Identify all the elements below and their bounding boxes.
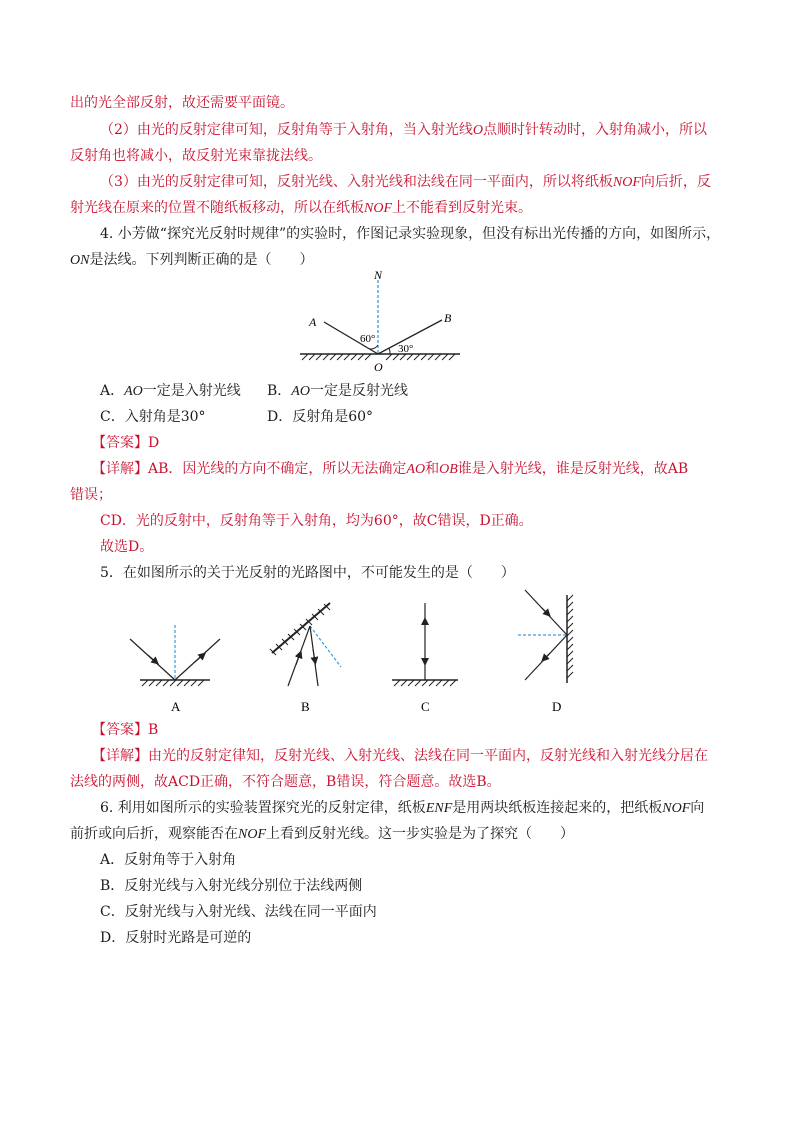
- text: 故选D。: [100, 539, 154, 555]
- text: 6. 利用如图所示的实验装置探究光的反射定律，纸板: [100, 800, 426, 816]
- angle-arc-60: [370, 345, 378, 349]
- q3-explain-p2-line2: [70, 146, 735, 166]
- text: A．: [100, 383, 125, 399]
- answer-label: 【答案】: [92, 722, 148, 738]
- q5-label-d: D: [552, 699, 562, 714]
- label-O: O: [374, 360, 383, 374]
- text: 出的光全部反射，故还需要平面镜。: [70, 95, 294, 111]
- text: 和: [425, 461, 440, 477]
- q3-explain-p3-line2: [70, 198, 735, 219]
- text: AB．因光线的方向不确定，所以无法确定: [148, 461, 407, 477]
- text: 错误；: [70, 487, 112, 503]
- q4-options-row1: [100, 381, 765, 402]
- var-AO: AO: [291, 384, 310, 399]
- q4-detail-line2: [70, 485, 735, 505]
- q3-explain-p2: [100, 120, 735, 141]
- text: 向: [690, 800, 705, 816]
- angle-arc-30: [389, 348, 390, 354]
- text: 上看到反射光线。这一步实验是为了探究（ ）: [266, 826, 574, 842]
- text: 向后折，反: [640, 174, 711, 190]
- var-NOF: NOF: [662, 801, 691, 816]
- q5-figure-b: [270, 603, 341, 686]
- q5-detail: [92, 746, 757, 766]
- text: 是用两块纸板连接起来的，把纸板: [452, 800, 663, 816]
- text: （2）由光的反射定律可知，反射角等于入射角，当入射光线: [100, 122, 473, 138]
- q4-reflection-figure: [290, 268, 470, 378]
- text: （3）由光的反射定律可知，反射光线、入射光线和法线在同一平面内，所以将纸板: [100, 174, 613, 190]
- q4-detail-line4: [100, 537, 765, 557]
- q5-figure-c: [392, 603, 458, 686]
- q5-stem: [100, 563, 765, 583]
- text: 法线的两侧，故ACD正确，不符合题意，B错误，符合题意。故选B。: [70, 774, 501, 790]
- q5-label-c: C: [421, 699, 430, 714]
- answer-value: D: [148, 435, 160, 451]
- q6-option-c[interactable]: C．反射光线与入射光线、法线在同一平面内: [100, 904, 377, 920]
- detail-label: 【详解】: [92, 748, 148, 764]
- label-B: B: [444, 311, 452, 325]
- q4-option-b[interactable]: [267, 383, 408, 399]
- text: 一定是入射光线: [142, 383, 241, 399]
- text: 前折或向后折，观察能否在: [70, 826, 238, 842]
- detail-label: 【详解】: [92, 461, 148, 477]
- text: 反射角也将减小，故反射光束靠拢法线。: [70, 148, 322, 164]
- var-O: O: [472, 123, 484, 138]
- q5-answer: [92, 720, 757, 740]
- var-ENF: ENF: [425, 801, 453, 816]
- q3-explain-line: [70, 93, 735, 113]
- q6-stem-line2: [70, 824, 735, 845]
- text: 由光的反射定律知，反射光线、入射光线、法线在同一平面内，反射光线和入射光线分居在: [148, 748, 708, 764]
- q4-option-c[interactable]: C．入射角是30°: [100, 409, 206, 425]
- var-NOF: NOF: [238, 827, 266, 842]
- text: 5．在如图所示的关于光反射的光路图中，不可能发生的是（ ）: [100, 565, 515, 581]
- q5-figure-d: [518, 590, 573, 683]
- text: CD．光的反射中，反射角等于入射角，均为60°，故C错误，D正确。: [100, 513, 533, 529]
- q4-option-d[interactable]: D．反射角是60°: [267, 409, 374, 425]
- q4-detail: [92, 459, 757, 480]
- q4-stem: [100, 224, 735, 244]
- var-OB: OB: [439, 462, 458, 477]
- q6-option-b[interactable]: B．反射光线与入射光线分别位于法线两侧: [100, 878, 363, 894]
- q4-answer: [92, 433, 757, 453]
- q3-explain-p3: [100, 172, 735, 193]
- label-angle-30: 30°: [398, 343, 414, 355]
- q6-option-a[interactable]: A．反射角等于入射角: [100, 852, 237, 868]
- answer-label: 【答案】: [92, 435, 148, 451]
- var-AO: AO: [124, 384, 143, 399]
- q5-detail-line2: [70, 772, 735, 792]
- text: 谁是入射光线，谁是反射光线，故AB: [457, 461, 689, 477]
- text: 一定是反射光线: [309, 383, 408, 399]
- q4-option-a[interactable]: [100, 381, 267, 402]
- q5-label-b: B: [301, 699, 310, 714]
- text: 是法线。下列判断正确的是（ ）: [89, 252, 314, 268]
- text: 点顺时针转动时，入射角减小，所以: [483, 122, 708, 138]
- text: 上不能看到反射光束。: [392, 200, 532, 216]
- text: B．: [267, 383, 292, 399]
- var-AO: AO: [406, 462, 426, 477]
- var-NOF: NOF: [364, 201, 392, 216]
- text: 4. 小芳做“探究光反射时规律”的实验时，作图记录实验现象，但没有标出光传播的方向，如图所示，: [100, 226, 721, 242]
- var-NOF: NOF: [612, 175, 641, 190]
- q5-label-a: A: [171, 699, 181, 714]
- q5-figure-a: [130, 625, 220, 686]
- q6-option-d[interactable]: D．反射时光路是可逆的: [100, 930, 252, 946]
- q6-stem: [100, 798, 765, 819]
- label-N: N: [374, 268, 383, 282]
- label-A: A: [309, 315, 317, 329]
- answer-value: B: [148, 722, 159, 738]
- text: 射光线在原来的位置不随纸板移动，所以在纸板: [70, 200, 364, 216]
- var-ON: ON: [70, 253, 90, 268]
- label-angle-60: 60°: [360, 333, 376, 345]
- q4-options-row2: [100, 407, 765, 427]
- q4-detail-line3: [100, 511, 765, 531]
- q5-figures: [120, 583, 590, 718]
